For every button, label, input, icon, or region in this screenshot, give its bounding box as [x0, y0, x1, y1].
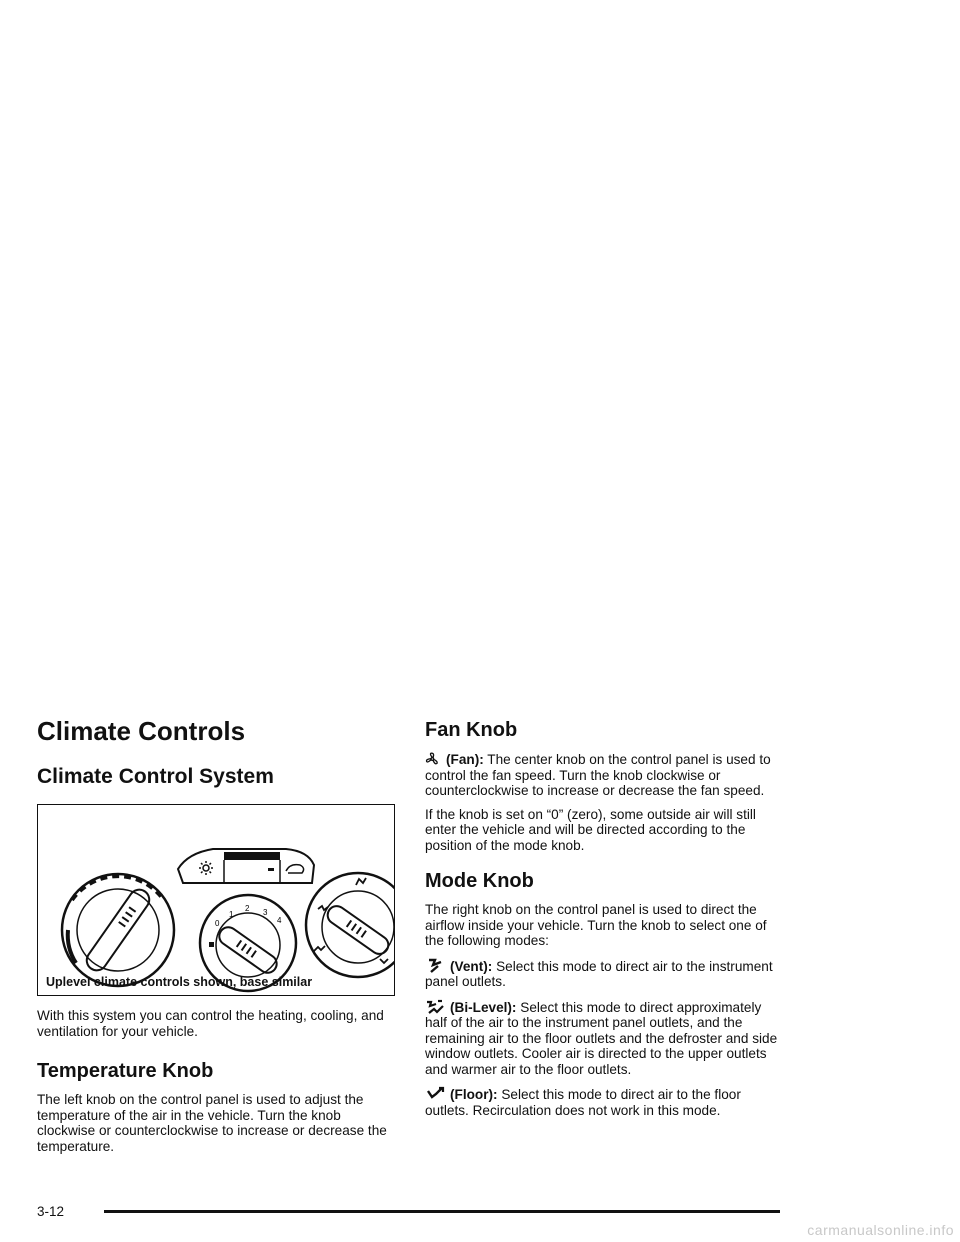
section-title-fan-knob: Fan Knob [425, 719, 518, 741]
climate-controls-figure [37, 804, 395, 996]
page-number: 3-12 [37, 1204, 65, 1219]
vent-text: Select this mode to direct air to the instrument panel outlets. [425, 958, 773, 989]
floor-text: Select this mode to direct air to the floor outlets. Recirculation does not work in this mode. [425, 1087, 741, 1118]
mode-paragraph: The right knob on the control panel is used to direct the airflow inside your vehicle. Turn the knob to select one of the following modes: [425, 902, 767, 948]
climate-panel-illustration [38, 805, 394, 995]
fan-zero-paragraph: If the knob is set on “0” (zero), some outside air will still enter the vehicle and will be directed according to the position of the mode knob. [425, 806, 756, 853]
floor-paragraph [425, 1086, 785, 1118]
fan-icon [425, 751, 443, 767]
vent-label: (Vent): [450, 958, 493, 974]
floor-label: (Floor): [450, 1087, 498, 1102]
bilevel-label: (Bi-Level): [450, 999, 517, 1015]
bilevel-mode-icon [425, 999, 447, 1015]
fan-speed-label-3: 3 [263, 908, 268, 917]
section-title-temperature-knob: Temperature Knob [37, 1060, 214, 1082]
page-title: Climate Controls [37, 716, 246, 746]
bilevel-text: Select this mode to direct approximately half of the air to the instrument panel outlets, and the remaining air to the floor outlets and the defroster and side window outlets. Cooler air is directed to the upper outlets and warmer air to the floor outlets. [425, 999, 778, 1077]
fan-label: (Fan): [446, 752, 484, 767]
ac-sun-icon [199, 861, 213, 875]
recirculation-icon [286, 865, 304, 873]
bilevel-paragraph [425, 999, 785, 1078]
watermark: carmanualsonline.info [807, 1222, 954, 1238]
temperature-paragraph: The left knob on the control panel is used to adjust the temperature of the air in the vehicle. Turn the knob clockwise or counterclockwise to increase or decrease the temperature. [37, 1092, 387, 1154]
intro-paragraph: With this system you can control the heating, cooling, and ventilation for your vehicle. [37, 1008, 384, 1039]
figure-caption: Uplevel climate controls shown, base similar [46, 975, 313, 989]
footer-rule [104, 1210, 780, 1213]
fan-speed-label-4: 4 [277, 916, 282, 925]
right-column [425, 718, 785, 1118]
display-slot [224, 852, 280, 860]
temperature-knob-illustration [62, 874, 174, 986]
fan-paragraph [425, 751, 785, 799]
fan-speed-label-2: 2 [245, 904, 250, 913]
mode-knob-illustration [306, 873, 394, 977]
vent-paragraph [425, 958, 785, 990]
left-column [37, 716, 397, 1154]
section-title-mode-knob: Mode Knob [425, 870, 534, 892]
fan-speed-label-1: 1 [229, 910, 234, 919]
vent-mode-icon [425, 958, 447, 974]
floor-mode-icon [425, 1086, 447, 1102]
section-title-climate-control-system: Climate Control System [37, 765, 274, 788]
fan-speed-label-0: 0 [215, 919, 220, 928]
fan-text: The center knob on the control panel is used to control the fan speed. Turn the knob clockwise or counterclockwise to increase or decrease the fan speed. [425, 752, 771, 798]
